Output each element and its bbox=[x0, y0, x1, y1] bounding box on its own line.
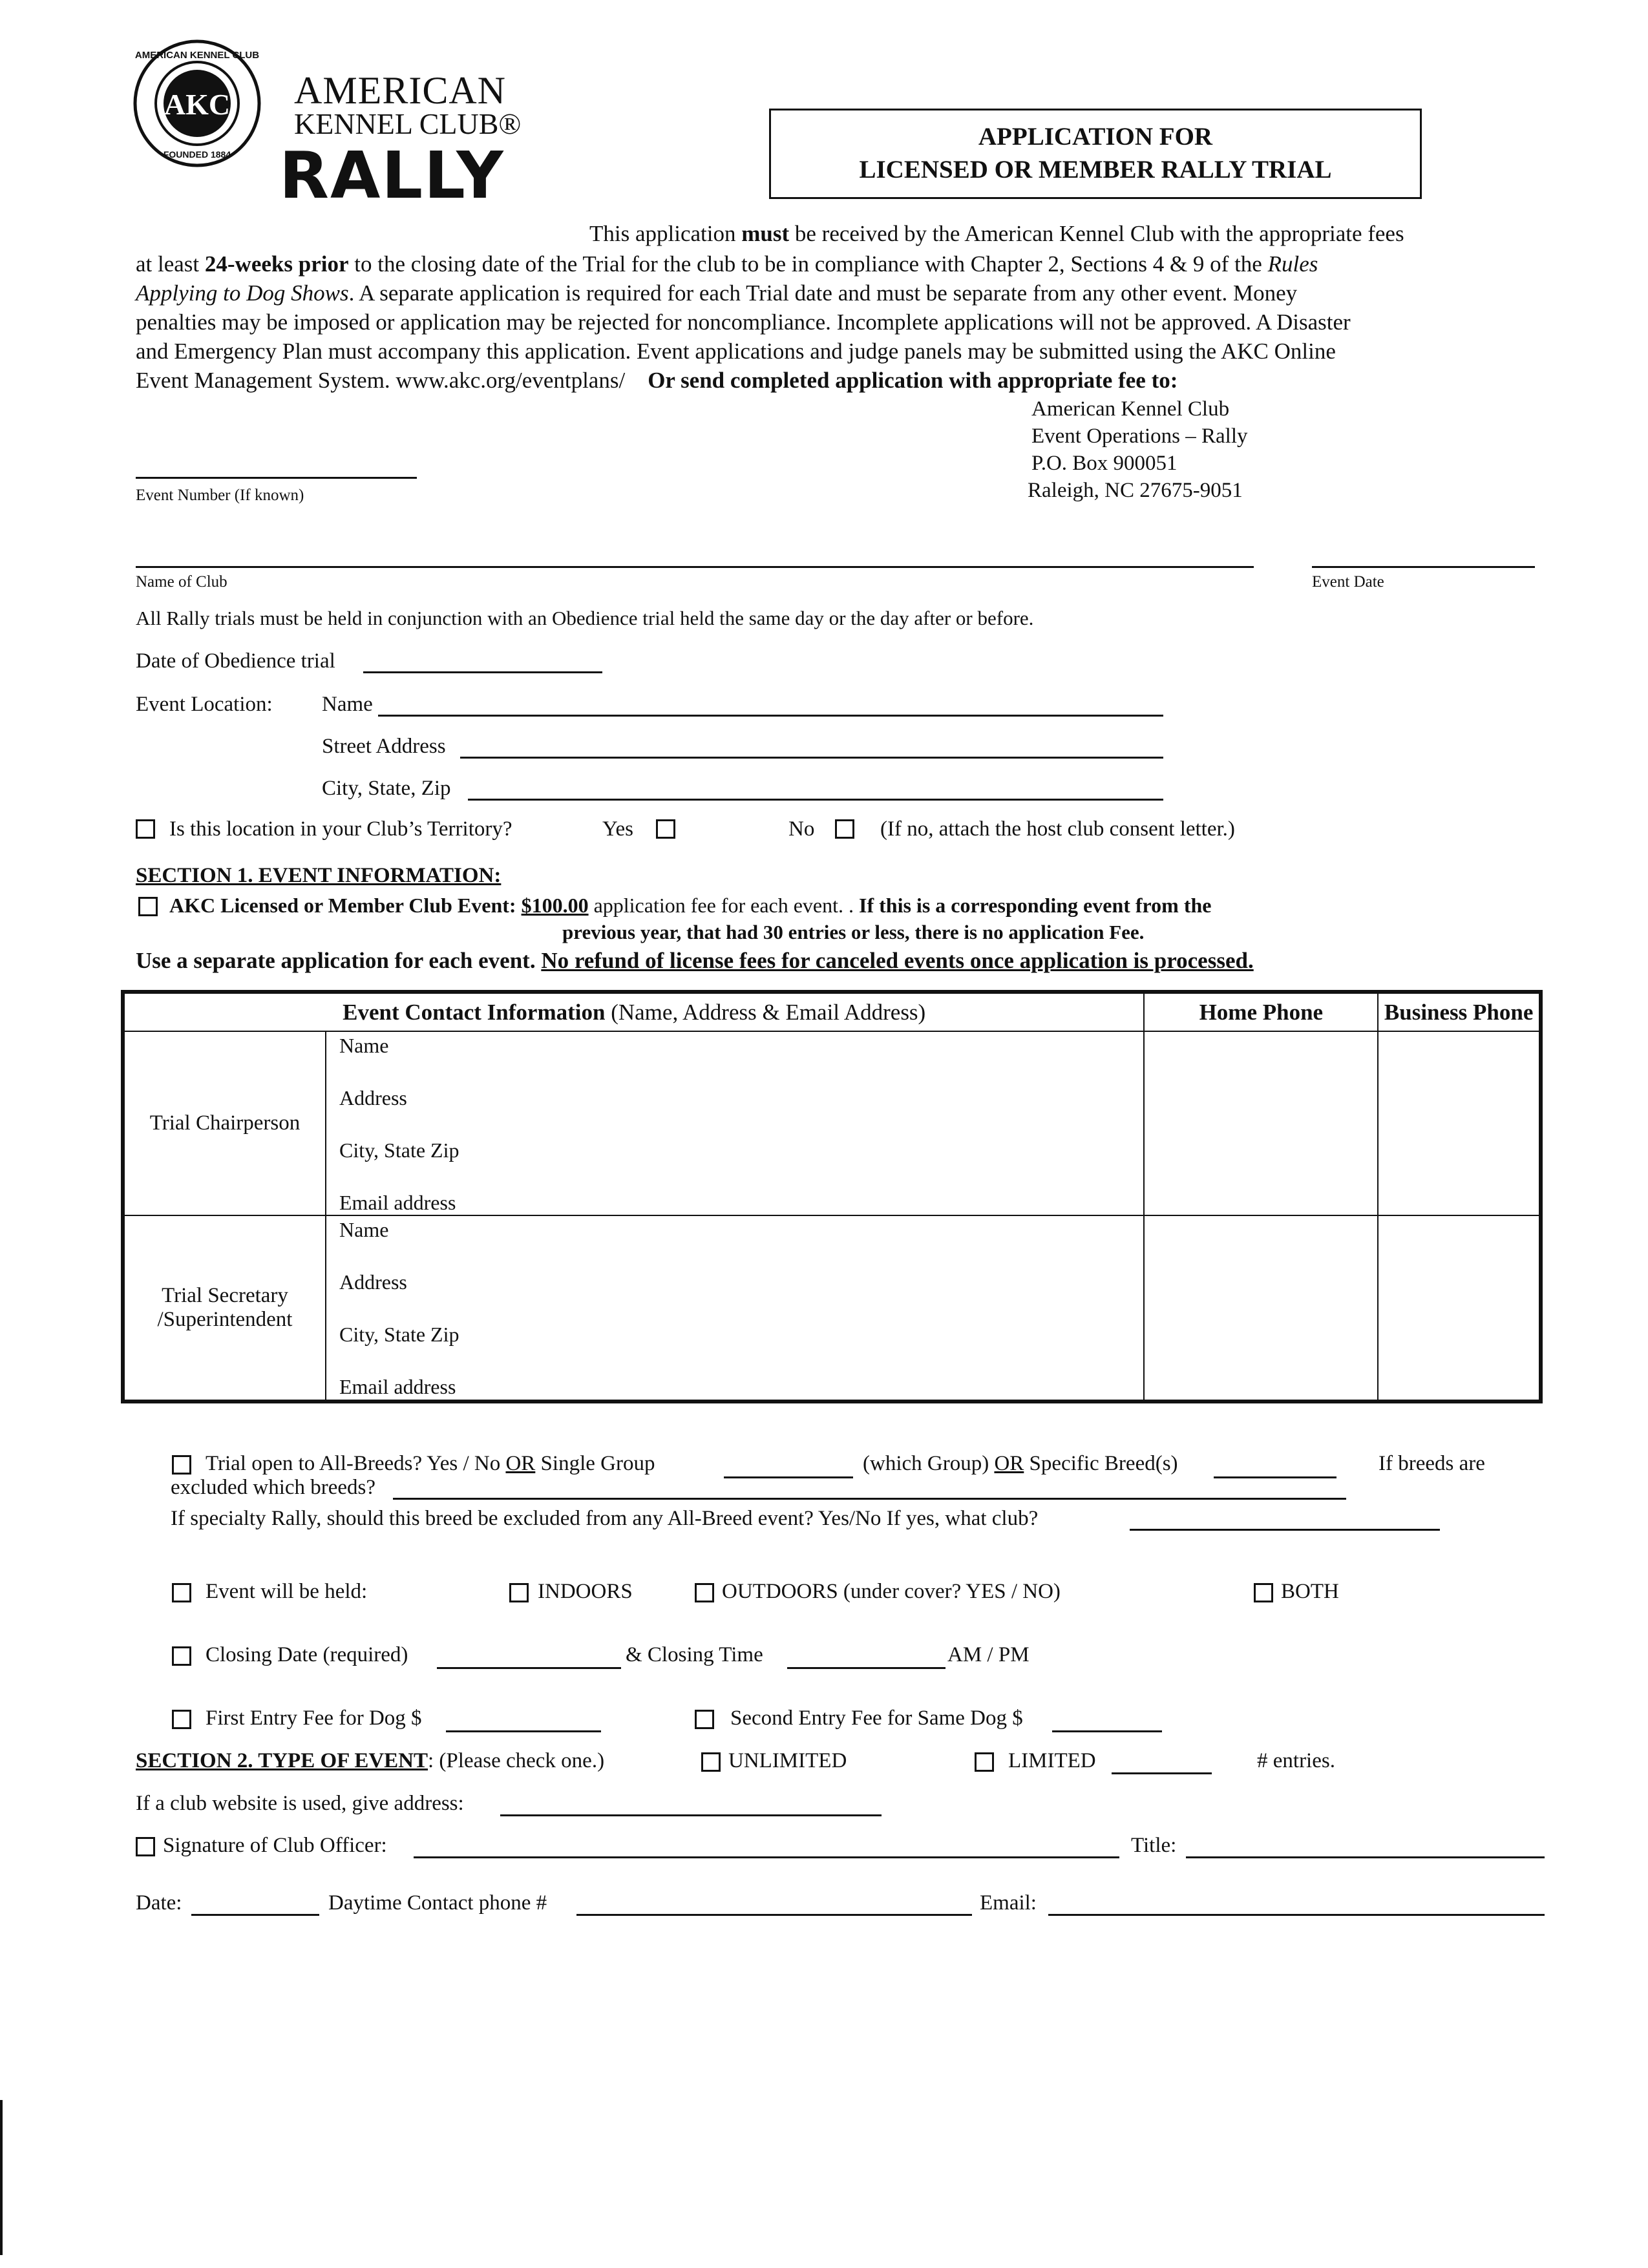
outdoors-label: OUTDOORS (under cover? YES / NO) bbox=[722, 1580, 1061, 1603]
role-secretary bbox=[123, 1215, 326, 1402]
field-label: City, State Zip bbox=[339, 1323, 460, 1347]
role-secretary-line2: /Superintendent bbox=[157, 1308, 293, 1332]
title-line-1: APPLICATION FOR bbox=[978, 123, 1213, 151]
fee-line-2: previous year, that had 30 entries or less, there is no application Fee. bbox=[562, 921, 1145, 943]
akc-event-checkbox[interactable] bbox=[138, 897, 158, 916]
phone-field[interactable] bbox=[576, 1914, 972, 1916]
closing-date-checkbox[interactable] bbox=[172, 1646, 191, 1666]
club-name-label: Name of Club bbox=[136, 573, 227, 591]
intro-text: . A separate application is required for each Trial date and must be separate from any other event. Money bbox=[348, 280, 1298, 306]
first-fee-field[interactable] bbox=[446, 1730, 601, 1732]
event-date-field[interactable] bbox=[1312, 566, 1535, 568]
address-line-3: P.O. Box 900051 bbox=[1031, 452, 1178, 475]
field-label: Name bbox=[339, 1218, 389, 1242]
unlimited-label: UNLIMITED bbox=[728, 1749, 847, 1772]
contact-header-bold: Event Contact Information bbox=[343, 999, 606, 1025]
single-group-field[interactable] bbox=[724, 1476, 853, 1478]
event-number-field[interactable] bbox=[136, 477, 417, 479]
title-box bbox=[769, 109, 1422, 199]
breeds-which-group: (which Group) bbox=[863, 1452, 989, 1475]
location-name-field[interactable] bbox=[378, 715, 1163, 717]
field-label: Address bbox=[339, 1086, 407, 1109]
location-street-field[interactable] bbox=[460, 757, 1163, 759]
location-street-label: Street Address bbox=[322, 735, 446, 758]
chairperson-business-phone[interactable] bbox=[1378, 1031, 1541, 1215]
business-phone-header: Business Phone bbox=[1378, 992, 1541, 1031]
secretary-business-phone[interactable] bbox=[1378, 1215, 1541, 1402]
phone-label: Daytime Contact phone # bbox=[328, 1891, 547, 1915]
event-held-label: Event will be held: bbox=[206, 1580, 368, 1603]
both-label: BOTH bbox=[1281, 1580, 1339, 1603]
intro-line-3 bbox=[136, 280, 1297, 307]
signature-label: Signature of Club Officer: bbox=[163, 1834, 387, 1857]
specialty-club-field[interactable] bbox=[1130, 1529, 1440, 1531]
date-label: Date: bbox=[136, 1891, 182, 1915]
closing-date-field[interactable] bbox=[437, 1667, 621, 1669]
limited-entries-underline[interactable] bbox=[1112, 1772, 1212, 1774]
secretary-fields[interactable] bbox=[326, 1215, 1144, 1402]
svg-text:AMERICAN KENNEL CLUB: AMERICAN KENNEL CLUB bbox=[134, 50, 260, 61]
territory-yes-checkbox[interactable] bbox=[656, 819, 675, 839]
svg-text:FOUNDED 1884: FOUNDED 1884 bbox=[163, 149, 231, 160]
location-city-label: City, State, Zip bbox=[322, 777, 451, 800]
signature-field[interactable] bbox=[414, 1856, 1119, 1858]
akc-seal-logo bbox=[132, 39, 262, 168]
section-1-heading: SECTION 1. EVENT INFORMATION: bbox=[136, 864, 502, 887]
intro-line-1 bbox=[589, 220, 1404, 247]
closing-time-field[interactable] bbox=[787, 1667, 945, 1669]
closing-date-label: Closing Date (required) bbox=[206, 1643, 408, 1666]
first-fee-label: First Entry Fee for Dog $ bbox=[206, 1706, 422, 1730]
table-row bbox=[123, 1031, 1541, 1215]
role-secretary-line1: Trial Secretary bbox=[162, 1284, 288, 1308]
territory-note: (If no, attach the host club consent letter.) bbox=[880, 817, 1235, 841]
chairperson-home-phone[interactable] bbox=[1144, 1031, 1378, 1215]
field-label: Email address bbox=[339, 1191, 456, 1214]
section-2-line bbox=[136, 1748, 604, 1774]
field-label: Email address bbox=[339, 1375, 456, 1399]
intro-send-to: Or send completed application with appropriate fee to: bbox=[648, 368, 1178, 393]
conjunction-note: All Rally trials must be held in conjunction with an Obedience trial held the same day or the day after or before. bbox=[136, 607, 1034, 629]
excluded-breeds-field[interactable] bbox=[393, 1498, 1346, 1500]
limited-checkbox[interactable] bbox=[975, 1752, 994, 1772]
address-line-1: American Kennel Club bbox=[1031, 397, 1230, 421]
intro-text: at least bbox=[136, 251, 200, 277]
intro-text: be received by the American Kennel Club with the appropriate fees bbox=[794, 221, 1404, 246]
fee-corresponding: If this is a corresponding event from the bbox=[859, 894, 1212, 917]
fee-text: application fee for each event. . bbox=[593, 894, 854, 917]
am-pm-label: AM / PM bbox=[947, 1643, 1030, 1666]
date-obedience-label: Date of Obedience trial bbox=[136, 649, 335, 673]
specialty-question: If specialty Rally, should this breed be excluded from any All-Breed event? Yes/No If yes, what club? bbox=[171, 1507, 1039, 1530]
scan-edge-mark bbox=[0, 2100, 3, 2255]
second-fee-field[interactable] bbox=[1052, 1730, 1162, 1732]
territory-question: Is this location in your Club’s Territory? bbox=[169, 817, 512, 841]
intro-rules: Rules bbox=[1267, 251, 1318, 277]
intro-text: This application bbox=[589, 221, 736, 246]
separate-app-line bbox=[136, 947, 1254, 974]
role-chairperson: Trial Chairperson bbox=[123, 1031, 326, 1215]
title-field[interactable] bbox=[1186, 1856, 1545, 1858]
logo-line-american: AMERICAN bbox=[294, 69, 507, 112]
location-name-label: Name bbox=[322, 693, 373, 716]
no-refund-note: No refund of license fees for canceled events once application is processed. bbox=[541, 948, 1254, 973]
chairperson-fields[interactable] bbox=[326, 1031, 1144, 1215]
specific-breed-field[interactable] bbox=[1214, 1476, 1336, 1478]
home-phone-header: Home Phone bbox=[1144, 992, 1378, 1031]
first-fee-checkbox[interactable] bbox=[172, 1710, 191, 1729]
logo-line-kennel-club: KENNEL CLUB® bbox=[294, 107, 522, 140]
excluded-breeds-label: excluded which breeds? bbox=[171, 1476, 376, 1499]
second-fee-label: Second Entry Fee for Same Dog $ bbox=[730, 1706, 1023, 1730]
intro-must: must bbox=[741, 221, 790, 246]
breeds-line-b bbox=[863, 1451, 1178, 1477]
intro-line-6 bbox=[136, 367, 1178, 394]
table-row bbox=[123, 1215, 1541, 1402]
address-line-2: Event Operations – Rally bbox=[1031, 425, 1248, 448]
date-obedience-field[interactable] bbox=[363, 671, 602, 673]
separate-app-note: Use a separate application for each event. bbox=[136, 948, 536, 973]
email-field[interactable] bbox=[1048, 1914, 1545, 1916]
intro-line-2 bbox=[136, 251, 1318, 278]
event-held-checkbox[interactable] bbox=[172, 1583, 191, 1602]
event-number-label: Event Number (If known) bbox=[136, 487, 304, 504]
unlimited-checkbox[interactable] bbox=[701, 1752, 721, 1772]
intro-text: Event Management System. www.akc.org/eventplans/ bbox=[136, 368, 626, 393]
breeds-specific: Specific Breed(s) bbox=[1029, 1452, 1178, 1475]
breeds-or: OR bbox=[994, 1452, 1024, 1475]
fee-label: AKC Licensed or Member Club Event: bbox=[169, 894, 516, 917]
section-2-heading: SECTION 2. TYPE OF EVENT bbox=[136, 1749, 428, 1772]
closing-time-label: & Closing Time bbox=[626, 1643, 763, 1666]
outdoors-checkbox[interactable] bbox=[695, 1583, 714, 1602]
breeds-checkbox[interactable] bbox=[172, 1455, 191, 1475]
email-label: Email: bbox=[980, 1891, 1037, 1915]
territory-yes-label: Yes bbox=[602, 817, 634, 841]
breeds-all: Trial open to All-Breeds? Yes / No bbox=[206, 1452, 501, 1475]
contact-table bbox=[121, 990, 1543, 1403]
club-name-field[interactable] bbox=[136, 566, 1254, 568]
address-line-4: Raleigh, NC 27675-9051 bbox=[1028, 479, 1243, 502]
breeds-if-excluded: If breeds are bbox=[1379, 1452, 1485, 1475]
intro-rules-title: Applying to Dog Shows bbox=[136, 280, 349, 306]
fee-line bbox=[169, 893, 1211, 918]
limited-label: LIMITED bbox=[1008, 1749, 1096, 1772]
indoors-checkbox[interactable] bbox=[509, 1583, 529, 1602]
territory-no-label: No bbox=[788, 817, 815, 841]
breeds-line bbox=[206, 1451, 655, 1477]
date-field[interactable] bbox=[191, 1914, 319, 1916]
intro-line-5: and Emergency Plan must accompany this application. Event applications and judge panels may be submitted using the AKC Online bbox=[136, 339, 1336, 364]
breeds-group: Single Group bbox=[540, 1452, 655, 1475]
location-city-field[interactable] bbox=[468, 799, 1163, 801]
intro-24-weeks: 24-weeks prior bbox=[204, 251, 349, 277]
fee-amount: $100.00 bbox=[521, 894, 589, 917]
contact-info-header bbox=[123, 992, 1144, 1031]
website-field[interactable] bbox=[500, 1814, 882, 1816]
field-label: Address bbox=[339, 1270, 407, 1294]
title-label: Title: bbox=[1131, 1834, 1177, 1857]
event-location-label: Event Location: bbox=[136, 693, 273, 716]
seal-monogram: AKC bbox=[164, 88, 231, 121]
territory-checkbox[interactable] bbox=[136, 819, 155, 839]
indoors-label: INDOORS bbox=[538, 1580, 633, 1603]
section-2-instructions: : (Please check one.) bbox=[428, 1749, 605, 1772]
field-label: City, State Zip bbox=[339, 1139, 460, 1162]
title-line-2: LICENSED OR MEMBER RALLY TRIAL bbox=[859, 155, 1332, 184]
field-label: Name bbox=[339, 1034, 389, 1057]
contact-header-rest: (Name, Address & Email Address) bbox=[611, 999, 926, 1025]
logo-line-rally: RALLY bbox=[279, 138, 505, 213]
website-label: If a club website is used, give address: bbox=[136, 1792, 464, 1815]
entries-label: # entries. bbox=[1257, 1749, 1335, 1772]
intro-text: to the closing date of the Trial for the club to be in compliance with Chapter 2, Sections 4 & 9 of the bbox=[354, 251, 1262, 277]
breeds-or: OR bbox=[505, 1452, 536, 1475]
both-checkbox[interactable] bbox=[1254, 1583, 1273, 1602]
intro-line-4: penalties may be imposed or application may be rejected for noncompliance. Incomplete applications will not be approved. A Disaster bbox=[136, 310, 1351, 335]
territory-no-checkbox[interactable] bbox=[835, 819, 854, 839]
second-fee-checkbox[interactable] bbox=[695, 1710, 714, 1729]
signature-checkbox[interactable] bbox=[136, 1837, 155, 1856]
secretary-home-phone[interactable] bbox=[1144, 1215, 1378, 1402]
event-date-label: Event Date bbox=[1312, 573, 1384, 591]
